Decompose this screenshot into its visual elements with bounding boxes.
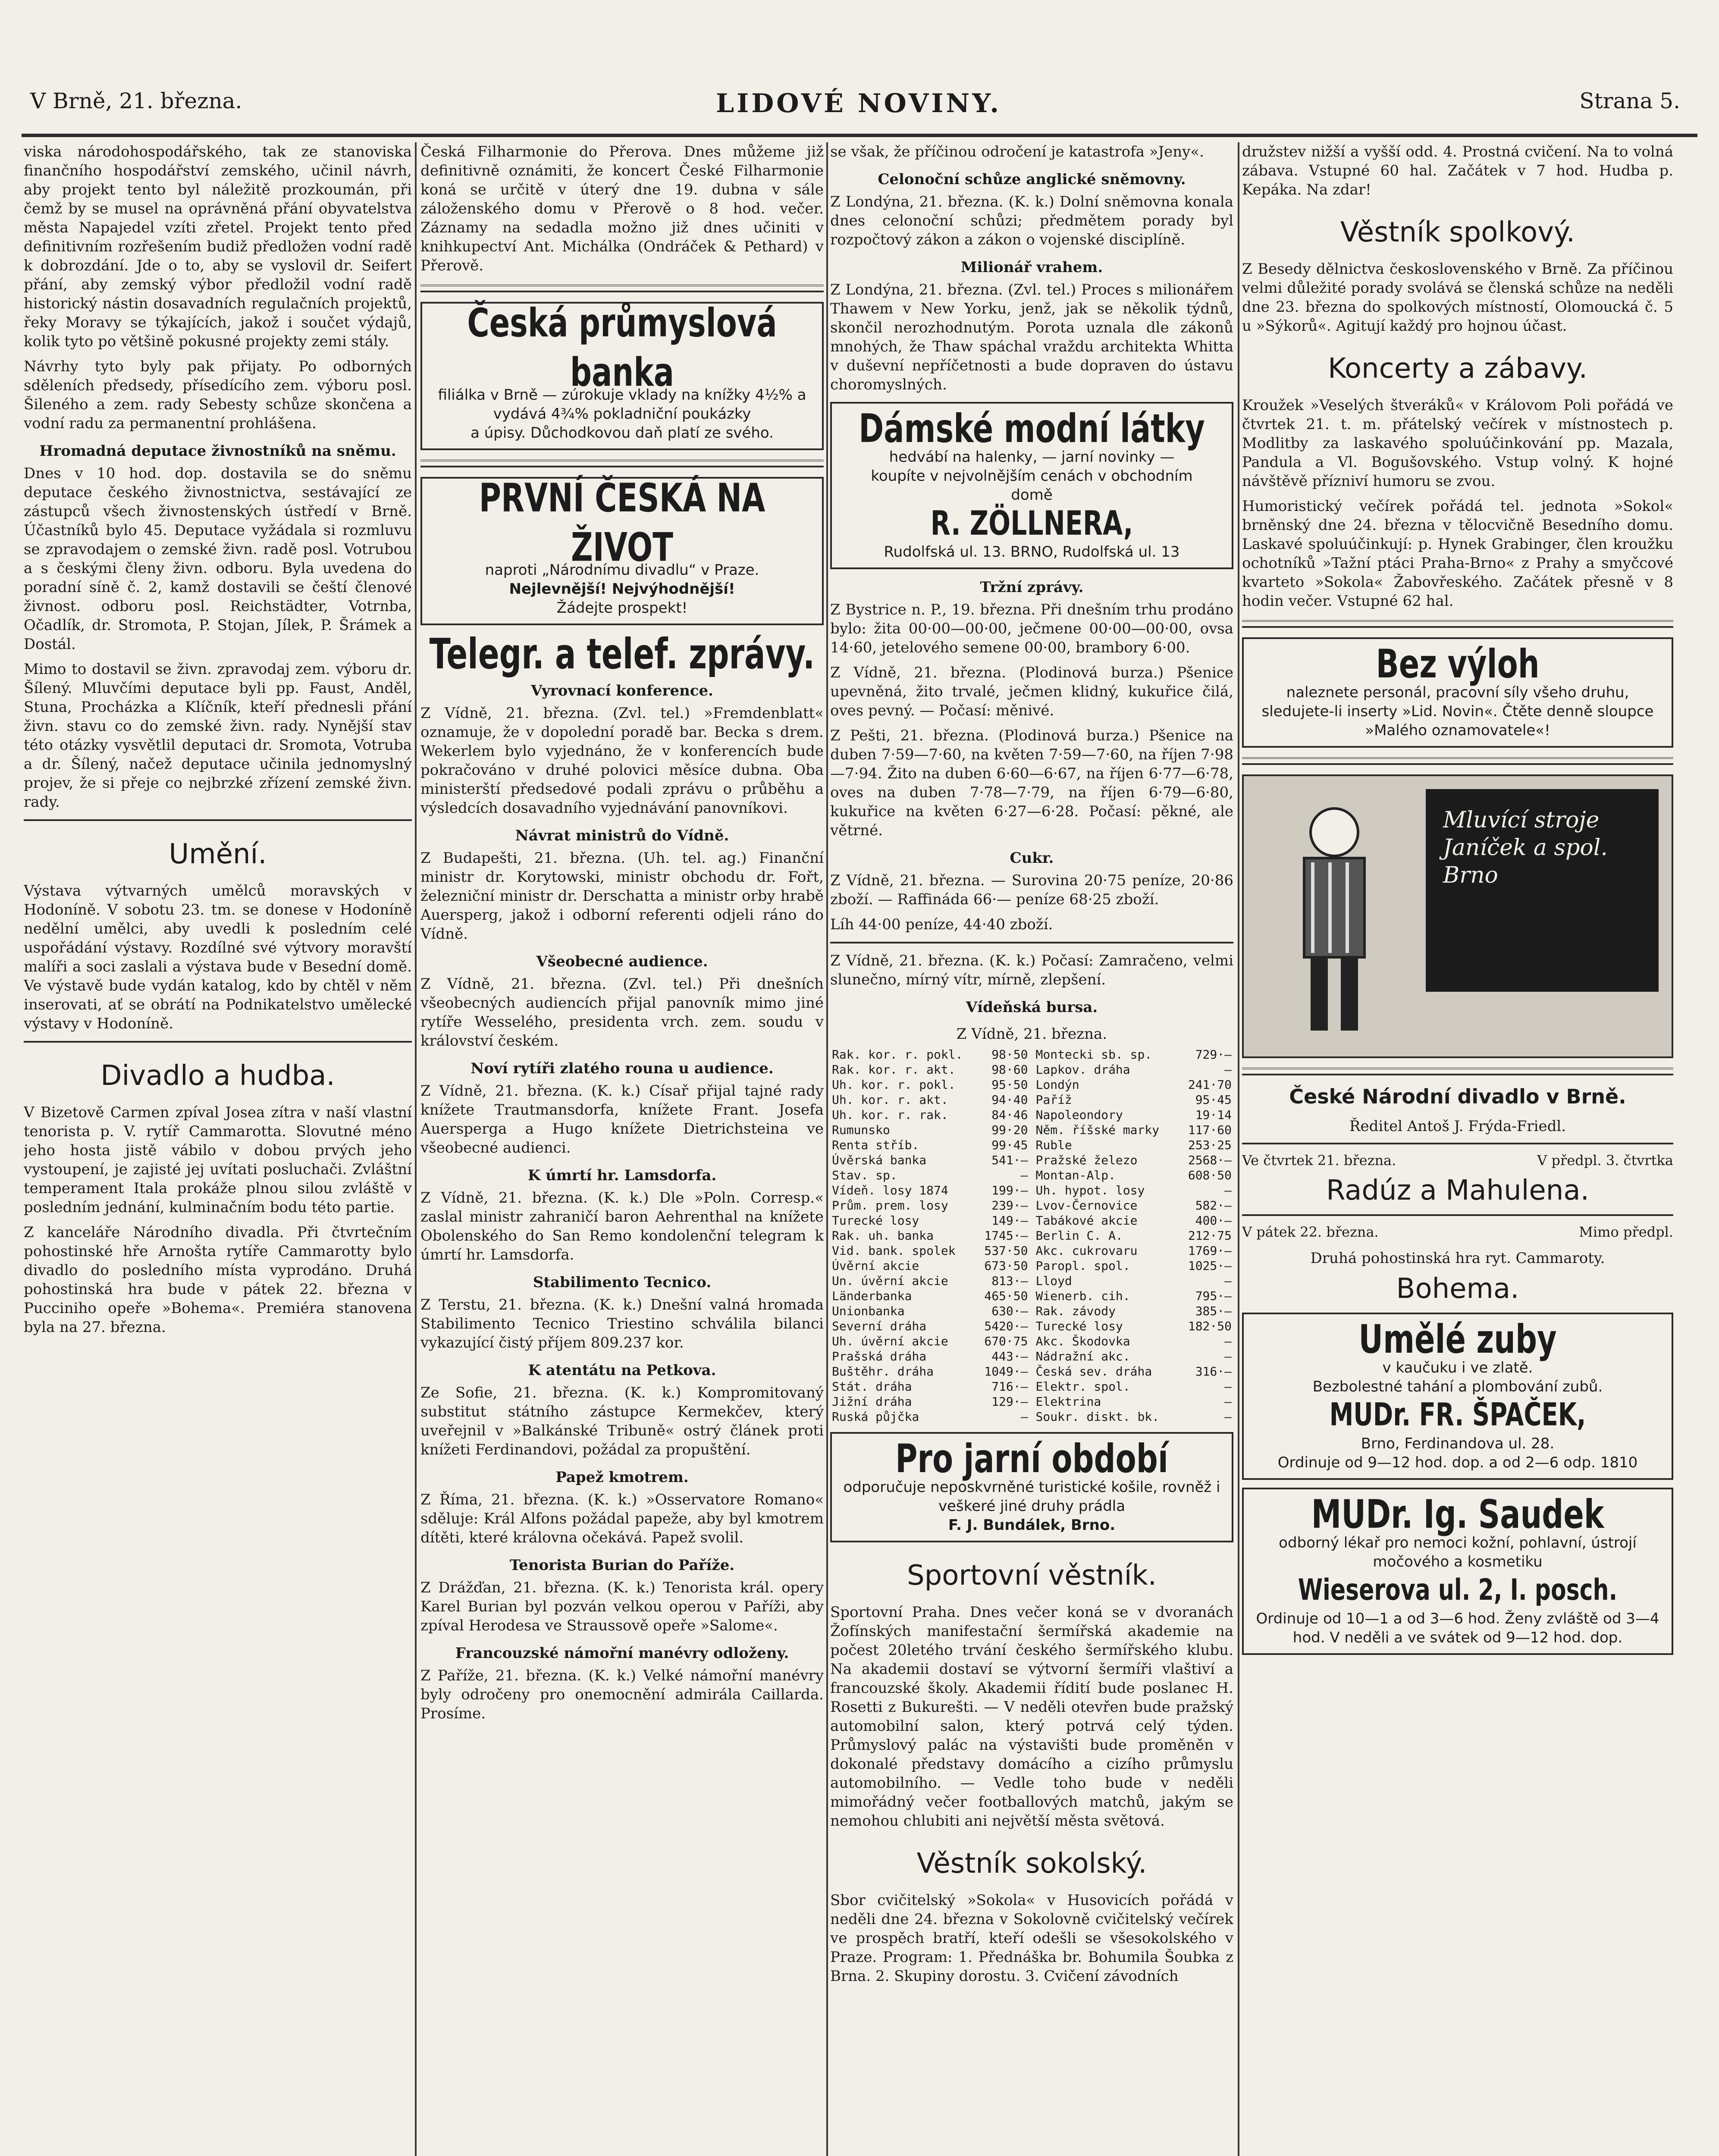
column-divider <box>826 142 828 2156</box>
article-paragraph: Mimo to dostavil se živn. zpravodaj zem. výboru dr. Šílený. Mluvčími deputace byli pp. Faust, Anděl, Stuna, Procházka a Klíčník, kteří přednesli přání živn. stavu co do zemské živn. rady. Nynější stav této otázky vysvětlil deputaci dr. Sromota, Votruba a dr. Šílený, načež deputace učinila jednomyslný projev, že si přeje co nejbrzké zřízení zemské živn. rady. <box>24 661 412 811</box>
bourse-price: 385·— <box>1195 1304 1232 1318</box>
bourse-row <box>830 1047 1030 1062</box>
bourse-row <box>1034 1213 1234 1228</box>
bourse-price: 795·— <box>1195 1289 1232 1303</box>
advert-bez-vyloh <box>1242 637 1673 748</box>
bourse-security: Rak. kor. r. akt. <box>832 1062 956 1077</box>
advert-chalkboard: Mluvící stroje Janíček a spol. Brno <box>1426 789 1659 992</box>
article-heading: Stabilimento Tecnico. <box>533 1274 712 1291</box>
bourse-row <box>830 1319 1030 1334</box>
bourse-security: Soukr. diskt. bk. <box>1035 1410 1160 1424</box>
article-paragraph: Z Vídně, 21. března. (Zvl. tel.) Při dnešních všeobecných audiencích přijal panovník mimo jiné rytíře Wesselého, presidenta vrch. zem. soudu v království českém. <box>420 975 824 1050</box>
bourse-row <box>1034 1288 1234 1304</box>
bourse-security: Akc. cukrovaru <box>1035 1244 1138 1258</box>
bourse-security: Unionbanka <box>832 1304 905 1318</box>
masthead-page-number: Strana 5. <box>1579 88 1680 113</box>
bourse-price: 673·50 <box>984 1259 1028 1273</box>
bourse-price: 1025·— <box>1188 1259 1232 1273</box>
column-1 <box>24 142 412 2156</box>
bourse-row <box>1034 1304 1234 1319</box>
bourse-price: — <box>1224 1349 1232 1363</box>
bourse-security: Prašská dráha <box>832 1349 927 1363</box>
bourse-row <box>830 1153 1030 1168</box>
advert-name: MUDr. FR. ŠPAČEK, <box>1329 1397 1586 1433</box>
bourse-security: Uh. hypot. losy <box>1035 1183 1145 1197</box>
bourse-row <box>830 1122 1030 1138</box>
article-paragraph: Z Bystrice n. P., 19. března. Při dnešním trhu prodáno bylo: žita 00·00—00·00, ječmene 00·00—00·00, ovsa 14·60, jetelového semene 00·00, brambory 6·00. <box>830 601 1233 656</box>
bourse-row <box>1034 1349 1234 1364</box>
advert-title: PRVNÍ ČESKÁ NA ŽIVOT <box>479 475 765 570</box>
advert-address: Rudolfská ul. 13. BRNO, Rudolfská ul. 13 <box>884 543 1180 561</box>
bourse-row <box>830 1092 1030 1107</box>
article-heading: Tenorista Burian do Paříže. <box>509 1557 735 1574</box>
article-heading: Vídeňská bursa. <box>966 999 1098 1016</box>
bourse-security: Renta stříb. <box>832 1138 919 1152</box>
bourse-row <box>830 1062 1030 1077</box>
article-paragraph: Z Besedy dělnictva československého v Brně. Za příčinou velmi důležité porady svolává se členská schůze na neděli dne 23. března do spolkových místností, Olomoucká č. 5 u »Sýkorů«. Agitují každý pro hojnou účast. <box>1242 260 1673 335</box>
article-heading: Tržní zprávy. <box>980 579 1084 596</box>
bourse-price: — <box>1224 1379 1232 1394</box>
bourse-price: 239·— <box>991 1198 1028 1213</box>
masthead-title: LIDOVÉ NOVINY. <box>716 88 1002 119</box>
article-heading: Hromadná deputace živnostníků na sněmu. <box>39 442 396 460</box>
advert-address: Brno, Ferdinandova ul. 28. <box>1361 1435 1555 1452</box>
bourse-security: Rak. uh. banka <box>832 1228 934 1243</box>
bourse-row <box>1034 1409 1234 1424</box>
bourse-price: — <box>1224 1183 1232 1197</box>
bourse-row <box>1034 1122 1234 1138</box>
theatre-title: České Národní divadlo v Brně. <box>1289 1085 1626 1108</box>
bourse-price: — <box>1020 1168 1028 1182</box>
advert-text: v kaučuku i ve zlatě. <box>1382 1359 1533 1376</box>
article-paragraph: Z Pešti, 21. března. (Plodinová burza.) Pšenice na duben 7·59—7·60, na květen 7·59—7·60, na říjen 7·98—7·94. Žito na duben 6·60—6·67, na říjen 6·77—6·78, oves na duben 7·78—7·79, na říjen 6·79—6·80, kukuřice na květen 6·27—6·28. Počasí: pěkné, ale větrné. <box>830 727 1233 839</box>
section-heading-societies: Věstník spolkový. <box>1340 216 1575 248</box>
advert-text: hedvábí na halenky, — jarní novinky — <box>889 448 1175 466</box>
article-heading: K atentátu na Petkova. <box>528 1362 716 1379</box>
advert-address: Wieserova ul. 2, I. posch. <box>1298 1573 1618 1607</box>
bourse-row <box>830 1334 1030 1349</box>
listing-note: Druhá pohostinská hra ryt. Cammaroty. <box>1310 1250 1605 1267</box>
bourse-security: Lloyd <box>1035 1274 1072 1288</box>
bourse-security: Rak. závody <box>1035 1304 1116 1318</box>
bourse-date: Z Vídně, 21. března. <box>956 1025 1107 1043</box>
bourse-price: 716·— <box>991 1379 1028 1394</box>
listing-info: V předpl. 3. čtvrtka <box>1537 1152 1673 1169</box>
bourse-security: Londýn <box>1035 1078 1079 1092</box>
article-paragraph: Z Terstu, 21. března. (K. k.) Dnešní valná hromada Stabilimento Tecnico Triestino schválila bilanci vykazující čistý příjem 809.237 kor. <box>420 1296 824 1351</box>
article-paragraph: Návrhy tyto byly pak přijaty. Po odborných sděleních předsedy, přísedícího zem. výboru posl. Šileného a zem. rady Sebesty schůze skončena a vodní radu za permanentní prohlášena. <box>24 358 412 432</box>
divider <box>830 942 1233 943</box>
bourse-price: 99·45 <box>991 1138 1028 1152</box>
bourse-price: 316·— <box>1195 1364 1232 1379</box>
bourse-security: Ruská půjčka <box>832 1410 919 1424</box>
divider <box>1242 1214 1673 1216</box>
advert-ceska-prumyslova-banka <box>420 302 824 450</box>
article-paragraph: V Bizetově Carmen zpíval Josea zítra v naší vlastní tenorista p. V. rytíř Cammarotta. Slovutné méno jeho hosta jistě vábilo v dobou prvých jeho vystoupení, je zajisté jej uvítati posluchači. Zvláštní temperament Itala prokáže plnou silou zvláště v posledním jednání, kulminačním bodu této partie. <box>24 1104 412 1216</box>
article-paragraph: Z Vídně, 21. března. (Zvl. tel.) »Fremdenblatt« oznamuje, že v dopolední poradě bar. Becka s drem. Wekerlem bylo vyjednáno, že v konferencích bude pokračováno v druhé polovici měsíce dubna. Oba ministerští předsedové podali zprávu o průběhu a výsledcích dosavadního vyjednávání panovníkovi. <box>420 705 824 817</box>
bourse-row <box>1034 1153 1234 1168</box>
bourse-price: — <box>1224 1395 1232 1409</box>
listing-day: V pátek 22. března. <box>1242 1224 1379 1240</box>
column-divider <box>1238 142 1239 2156</box>
bourse-row <box>830 1379 1030 1394</box>
bourse-row <box>1034 1319 1234 1334</box>
bourse-security: Paropl. spol. <box>1035 1259 1130 1273</box>
bourse-security: Česká sev. dráha <box>1035 1364 1152 1379</box>
section-heading-sokol: Věstník sokolský. <box>916 1848 1147 1880</box>
bourse-security: Länderbanka <box>832 1289 912 1303</box>
advert-title: Česká průmyslová banka <box>467 300 777 395</box>
boy-figure-icon <box>1270 802 1399 1044</box>
article-paragraph: Výstava výtvarných umělců moravských v Hodoníně. V sobotu 23. tm. se donese v Hodoníně nedělní umělci, aby uvedli k posledním celé uspořádání výstavy. Rozdílné své výtvory moravští malíři a soci zaslali a výstava bude v Besední domě. Ve výstavě bude vydán katalog, kdo by chtěl v něm inserovati, ať se obrátí na Podnikatelstvo umělecké výstavy v Hodoníně. <box>24 882 412 1032</box>
article-paragraph: Líh 44·00 peníze, 44·40 zboží. <box>830 916 1053 933</box>
bourse-row <box>1034 1243 1234 1258</box>
bourse-row <box>830 1258 1030 1273</box>
section-heading-arts: Umění. <box>169 838 267 870</box>
article-heading: Celonoční schůze anglické sněmovny. <box>878 171 1186 188</box>
advert-text: Žádejte prospekt! <box>556 599 688 617</box>
article-paragraph: Z Londýna, 21. března. (K. k.) Dolní sněmovna konala dnes celonoční schůzi; předmětem porady byl rozpočtový zákon a zákon o vojenské disciplíně. <box>830 193 1233 248</box>
bourse-price: 98·60 <box>991 1062 1028 1077</box>
bourse-security: Úvěrská banka <box>832 1153 927 1167</box>
bourse-row <box>1034 1138 1234 1153</box>
bourse-row <box>830 1243 1030 1258</box>
ornamental-rule <box>420 285 824 292</box>
column-3 <box>830 142 1233 2156</box>
bourse-row <box>830 1213 1030 1228</box>
bourse-row <box>830 1228 1030 1243</box>
article-heading: Francouzské námořní manévry odloženy. <box>455 1645 789 1662</box>
ornamental-rule <box>1242 620 1673 628</box>
advert-title: Pro jarní období <box>895 1435 1168 1482</box>
bourse-price: 98·50 <box>991 1047 1028 1062</box>
bourse-price: — <box>1224 1274 1232 1288</box>
article-paragraph: Z Říma, 21. března. (K. k.) »Osservatore Romano« sděluje: Král Alfons požádal papeže, aby byl kmotrem dítěti, které královna očekává. Papež svolil. <box>420 1491 824 1546</box>
bourse-price: — <box>1224 1410 1232 1424</box>
bourse-row <box>830 1349 1030 1364</box>
advert-text: naproti „Národnímu divadlu“ v Praze. <box>485 561 759 579</box>
divider <box>24 1041 412 1043</box>
bourse-security: Elektr. spol. <box>1035 1379 1130 1394</box>
article-paragraph: viska národohospodářského, tak ze stanoviska finančního hospodářství zemského, učinil návrh, aby projekt tento byl náležitě prozkoumán, při čemž by se musel na oprávněná přání obyvatelstva města Napajedel vzíti zřetel. Projekt tento před definitivním rozřešením budiž předložen vodní radě k dobrozdání. Jde o to, aby se vyslovil dr. Seifert přání, aby zemský výbor předložil vodní radě historický nástin dosavadních regulačních projektů, řeky Moravy se týkajících, jakož i součet výdajů, kolik tyto po většině pokusné projekty zemi stály. <box>24 143 412 350</box>
advert-title: Umělé zuby <box>1358 1316 1557 1363</box>
section-heading-concerts: Koncerty a zábavy. <box>1328 353 1587 385</box>
bourse-security: Uh. kor. r. rak. <box>832 1108 948 1122</box>
advert-text: odborný lékař pro nemoci kožní, pohlavní, ústrojí močového a kosmetiku <box>1279 1534 1637 1570</box>
bourse-price: 582·— <box>1195 1198 1232 1213</box>
bourse-price: 670·75 <box>984 1334 1028 1348</box>
bourse-row <box>1034 1198 1234 1213</box>
bourse-security: Něm. říšské marky <box>1035 1123 1160 1137</box>
bourse-security: Akc. Škodovka <box>1035 1334 1130 1348</box>
bourse-table <box>830 1047 1233 1424</box>
bourse-row <box>830 1107 1030 1122</box>
column-divider <box>415 142 417 2156</box>
bourse-price: 630·— <box>991 1304 1028 1318</box>
advert-illustration-talking-machines <box>1242 774 1673 1058</box>
article-paragraph: se však, že příčinou odročení je katastrofa »Jeny«. <box>830 143 1204 160</box>
bourse-price: 241·70 <box>1188 1078 1232 1092</box>
masthead-date: V Brně, 21. března. <box>30 88 242 113</box>
advert-slogan: Nejlevnější! Nejvýhodnější! <box>509 580 735 598</box>
bourse-security: Buštěhr. dráha <box>832 1364 934 1379</box>
bourse-security: Severní dráha <box>832 1319 927 1333</box>
article-paragraph: Sportovní Praha. Dnes večer koná se v dvoranách Žofínských manifestační šermířská akademie na počest 20letého trvání českého šermířského klubu. Na akademii dostaví se výtvorní šermíři vlaštiví a francouzské školy. Akademii řídití bude poslanec H. Rosetti z Bukurešti. — V neděli otevřen bude pražský automobilní salon, který potrvá celý týden. Průmyslový palác na výstavišti bude proměněn v dokonalé představy domácího a cizího průmyslu automobilního. — Vedle toho bude v neděli mimořádný večer footballových matchů, jakým se nemohou chlubiti ani největší města světová. <box>830 1604 1233 1830</box>
bourse-table-right <box>1034 1047 1234 1424</box>
bourse-security: Stav. sp. <box>832 1168 897 1182</box>
bourse-price: 253·25 <box>1188 1138 1232 1152</box>
bourse-price: 537·50 <box>984 1244 1028 1258</box>
advert-prvni-ceska <box>420 477 824 625</box>
article-heading: Milionář vrahem. <box>960 259 1103 276</box>
listing-play: Bohema. <box>1396 1273 1519 1305</box>
bourse-price: 465·50 <box>984 1289 1028 1303</box>
bourse-row <box>830 1394 1030 1409</box>
bourse-security: Turecké losy <box>832 1213 919 1228</box>
bourse-row <box>1034 1258 1234 1273</box>
article-paragraph: Z Paříže, 21. března. (K. k.) Velké námořní manévry byly odročeny pro onemocnění admirála Caillarda. Prosíme. <box>420 1667 824 1722</box>
bourse-security: Vid. bank. spolek <box>832 1244 956 1258</box>
bourse-price: 1769·— <box>1188 1244 1232 1258</box>
theatre-listing <box>1242 1152 1673 1169</box>
listing-info: Mimo předpl. <box>1579 1224 1673 1240</box>
advert-hours: Ordinuje od 9—12 hod. dop. a od 2—6 odp. 1810 <box>1277 1454 1638 1471</box>
bourse-security: Lapkov. dráha <box>1035 1062 1130 1077</box>
bourse-security: Uh. úvěrní akcie <box>832 1334 948 1348</box>
advert-bundalek <box>830 1432 1233 1542</box>
ornamental-rule <box>420 460 824 467</box>
bourse-security: Lvov-Černovice <box>1035 1198 1138 1213</box>
bourse-security: Ruble <box>1035 1138 1072 1152</box>
bourse-price: — <box>1224 1062 1232 1077</box>
bourse-security: Un. úvěrní akcie <box>832 1274 948 1288</box>
bourse-row <box>830 1168 1030 1183</box>
article-paragraph: Kroužek »Veselých štveráků« v Královom Poli pořádá ve čtvrtek 21. t. m. přátelský večírek v místnostech p. Modlitby za laskavého spoluúčinkování pp. Mazala, Pandula a Vl. Bogušovského. Vstup volný. K hojné návštěvě přízniví humoru se zvou. <box>1242 397 1673 490</box>
bourse-row <box>830 1288 1030 1304</box>
bourse-price: 729·— <box>1195 1047 1232 1062</box>
article-paragraph: družstev nižší a vyšší odd. 4. Prostná cvičení. Na to volná zábava. Vstupné 60 hal. Začátek v 7 hod. Hudba p. Kepáka. Na zdar! <box>1242 143 1673 198</box>
listing-day: Ve čtvrtek 21. března. <box>1242 1152 1396 1169</box>
bourse-row <box>1034 1168 1234 1183</box>
bourse-security: Rak. kor. r. pokl. <box>832 1047 963 1062</box>
advert-hours: Ordinuje od 10—1 a od 3—6 hod. Ženy zvláště od 3—4 hod. V neděli a ve svátek od 9—12 hod. dop. <box>1256 1610 1659 1646</box>
bourse-row <box>1034 1047 1234 1062</box>
bourse-price: — <box>1020 1410 1028 1424</box>
bourse-row <box>1034 1092 1234 1107</box>
bourse-security: Montan-Alp. <box>1035 1168 1116 1182</box>
advert-spacek <box>1242 1313 1673 1480</box>
bourse-row <box>1034 1364 1234 1379</box>
bourse-security: Úvěrní akcie <box>832 1259 919 1273</box>
bourse-row <box>1034 1062 1234 1077</box>
bourse-price: 117·60 <box>1188 1123 1232 1137</box>
advert-name: F. J. Bundálek, Brno. <box>948 1517 1116 1534</box>
advert-title: Bez výloh <box>1376 641 1540 687</box>
bourse-security: Uh. kor. r. pokl. <box>832 1078 956 1092</box>
article-heading: K úmrtí hr. Lamsdorfa. <box>527 1167 717 1184</box>
bourse-row <box>1034 1107 1234 1122</box>
bourse-table-left <box>830 1047 1030 1424</box>
article-heading: Cukr. <box>1010 849 1054 867</box>
divider <box>24 819 412 821</box>
theatre-director: Ředitel Antoš J. Frýda-Friedl. <box>1349 1118 1566 1135</box>
bourse-row <box>1034 1077 1234 1092</box>
bourse-price: 400·— <box>1195 1213 1232 1228</box>
bourse-security: Vídeň. losy 1874 <box>832 1183 948 1197</box>
advert-text: odporučuje neposkvrněné turistické košile, rovněž i <box>843 1479 1220 1496</box>
advert-title: Dámské modní látky <box>859 405 1205 452</box>
bourse-price: 1745·— <box>984 1228 1028 1243</box>
bourse-price: 5420·— <box>984 1319 1028 1333</box>
bourse-price: 149·— <box>991 1213 1028 1228</box>
bourse-row <box>1034 1183 1234 1198</box>
article-paragraph: Z Vídně, 21. března. (K. k.) Dle »Poln. Corresp.« zaslal ministr zahraničí baron Aehrenthal na knížete Obolenského do San Remo kondolenční telegram k úmrtí hr. Lamsdorfa. <box>420 1189 824 1263</box>
advert-title: MUDr. Ig. Saudek <box>1311 1491 1604 1538</box>
bourse-price: 129·— <box>991 1395 1028 1409</box>
bourse-security: Rumunsko <box>832 1123 890 1137</box>
bourse-price: 541·— <box>991 1153 1028 1167</box>
bourse-price: 19·14 <box>1195 1108 1232 1122</box>
bourse-price: 2568·— <box>1188 1153 1232 1167</box>
bourse-price: 199·— <box>991 1183 1028 1197</box>
bourse-price: 84·46 <box>991 1108 1028 1122</box>
bourse-price: 443·— <box>991 1349 1028 1363</box>
bourse-security: Berlin C. A. <box>1035 1228 1123 1243</box>
bourse-row <box>830 1409 1030 1424</box>
article-paragraph: Z Budapešti, 21. března. (Uh. tel. ag.) Finanční ministr dr. Korytowski, ministr obchodu dr. Fořt, železniční ministr dr. Derschatta a ministr orby hrabě Auersperg, jakož i odborní referenti odjeli ráno do Vídně. <box>420 849 824 943</box>
advert-text: veškeré jiné druhy prádla <box>938 1498 1126 1515</box>
bourse-price: 608·50 <box>1188 1168 1232 1182</box>
bourse-row <box>830 1364 1030 1379</box>
bourse-security: Elektrina <box>1035 1395 1101 1409</box>
bourse-row <box>1034 1379 1234 1394</box>
column-2 <box>420 142 824 2156</box>
bourse-security: Montecki sb. sp. <box>1035 1047 1152 1062</box>
article-heading: Noví rytíři zlatého rouna u audience. <box>471 1060 774 1077</box>
advert-zollner <box>830 402 1233 569</box>
article-paragraph: Z kanceláře Národního divadla. Při čtvrtečním pohostinské hře Arnošta rytíře Cammarotty bylo divadlo do posledního místa vyprodáno. Druhá pohostinská hra bude v pátek 22. března v Pucciniho opeře »Bohema«. Premiéra stanovena byla na 27. března. <box>24 1224 412 1336</box>
bourse-row <box>830 1138 1030 1153</box>
bourse-price: 212·75 <box>1188 1228 1232 1243</box>
bourse-security: Tabákové akcie <box>1035 1213 1138 1228</box>
divider <box>1242 1143 1673 1144</box>
section-heading-theatre: Divadlo a hudba. <box>100 1060 335 1092</box>
bourse-row <box>830 1304 1030 1319</box>
bourse-security: Wienerb. cih. <box>1035 1289 1130 1303</box>
advert-text: domě <box>1011 486 1053 504</box>
ornamental-rule <box>1242 757 1673 765</box>
article-paragraph: Dnes v 10 hod. dop. dostavila se do sněmu deputace českého živnostnictva, sestávající ze zástupců všech živnostenských ústředí v Brně. Účastníků bylo 45. Deputace vyžádala si rozmluvu se zpravodajem o zemské živn. radě posl. Votrubou a s českými členy živn. odboru. Byla uvedena do poradní síně č. 2, kamž dostavili se čeští členové živnost. odboru posl. Reichstädter, Votrnba, Očadlík, dr. Stromota, P. Stojan, Jílek, P. Šrámek a Dostál. <box>24 465 412 653</box>
bourse-price: 813·— <box>991 1274 1028 1288</box>
article-heading: Všeobecné audience. <box>536 953 708 970</box>
bourse-security: Jižní dráha <box>832 1395 912 1409</box>
bourse-security: Nádražní akc. <box>1035 1349 1130 1363</box>
bourse-row <box>1034 1273 1234 1288</box>
advert-saudek <box>1242 1488 1673 1655</box>
bourse-security: Paříž <box>1035 1093 1072 1107</box>
bourse-row <box>1034 1228 1234 1243</box>
article-paragraph: Z Vídně, 21. března. (Plodinová burza.) Pšenice upevněná, žito trvalé, ječmen klidný, kukuřice čilá, oves pevný. — Počasí: měnivé. <box>830 664 1233 719</box>
bourse-price: — <box>1224 1334 1232 1348</box>
bourse-row <box>830 1273 1030 1288</box>
bourse-security: Turecké losy <box>1035 1319 1123 1333</box>
article-heading: Papež kmotrem. <box>555 1469 689 1486</box>
article-paragraph: Ze Sofie, 21. března. (K. k.) Kompromitovaný substitut státního zástupce Kermekčev, který uveřejnil v »Balkánské Tribuně« ostrý článek proti knížeti Ferdinandovi, požádal za propuštění. <box>420 1384 824 1458</box>
section-heading-sport: Sportovní věstník. <box>907 1560 1157 1592</box>
bourse-row <box>830 1183 1030 1198</box>
article-paragraph: Z Vídně, 21. března. — Surovina 20·75 peníze, 20·86 zboží. — Raffináda 66·— peníze 68·25 zboží. <box>830 872 1233 908</box>
advert-text: filiálka v Brně — zúrokuje vklady na knížky 4½% a vydává 4¾% pokladniční poukázky <box>438 386 806 423</box>
advert-text: Bezbolestné tahání a plombování zubů. <box>1312 1378 1603 1395</box>
article-paragraph: Z Londýna, 21. března. (Zvl. tel.) Proces s milionářem Thawem v New Yorku, jenž, jak se několik týdnů, skončil nerozhodnutým. Porota uznala dle zákonů mnohých, že Thaw spáchal vraždu architekta Whitta v duševní nepříčetnosti a bude dopraven do ústavu choromyslných. <box>830 281 1233 393</box>
bourse-row <box>1034 1334 1234 1349</box>
listing-play: Radúz a Mahulena. <box>1326 1175 1589 1206</box>
bourse-security: Pražské železo <box>1035 1153 1138 1167</box>
article-paragraph: Z Drážďan, 21. března. (K. k.) Tenorista král. opery Karel Burian byl pozván velkou operou v Paříži, aby zpíval Herodesa ve Straussově opeře »Salome«. <box>420 1579 824 1634</box>
advert-text: naleznete personál, pracovní síly všeho druhu, sledujete-li inserty »Lid. Novin«. Čtěte denně sloupce »Malého oznamovatele«! <box>1261 684 1654 739</box>
bourse-security: Uh. kor. r. akt. <box>832 1093 948 1107</box>
article-paragraph: Z Vídně, 21. března. (K. k.) Císař přijal tajné rady knížete Trautmansdorfa, knížete Frant. Josefa Auersperga a Hugo knížete Dietrichsteina ve všeobecné audienci. <box>420 1082 824 1156</box>
bourse-row <box>830 1198 1030 1213</box>
article-heading: Vyrovnací konference. <box>531 682 713 699</box>
bourse-row <box>830 1077 1030 1092</box>
advert-name: R. ZÖLLNERA, <box>930 504 1133 543</box>
bourse-price: 95·50 <box>991 1078 1028 1092</box>
article-paragraph: Z Vídně, 21. března. (K. k.) Počasí: Zamračeno, velmi slunečno, mírný vítr, mírně, zlepšení. <box>830 952 1233 988</box>
article-heading: Návrat ministrů do Vídně. <box>515 827 729 844</box>
advert-text: a úpisy. Důchodkovou daň platí ze svého. <box>471 424 774 442</box>
advert-text: koupíte v nejvolnějším cenách v obchodním <box>871 467 1193 485</box>
bourse-security: Prům. prem. losy <box>832 1198 948 1213</box>
article-paragraph: Humoristický večírek pořádá tel. jednota »Sokol« brněnský dne 24. března v tělocvičně Besedního domu. Laskavé spoluúčinkují: p. Hynek Grabinger, člen kroužku ochotníků »Tažní ptáci Praha-Brno« z Prahy a smyčcové kvarteto »Sokola« Žabovřeského. Začátek přesně v 8 hodin večer. Vstupné 62 hal. <box>1242 498 1673 610</box>
bourse-price: 1049·— <box>984 1364 1028 1379</box>
bourse-price: 94·40 <box>991 1093 1028 1107</box>
ornamental-rule <box>1242 1068 1673 1075</box>
bourse-price: 99·20 <box>991 1123 1028 1137</box>
bourse-price: 95·45 <box>1195 1093 1232 1107</box>
bourse-price: 182·50 <box>1188 1319 1232 1333</box>
article-paragraph: Sbor cvičitelský »Sokola« v Husovicích pořádá v neděli dne 24. března v Sokolovně cvičitelský večírek ve prospěch bratří, kteří odešli se všesokolského v Praze. Program: 1. Přednáška br. Bohumila Šoubka z Brna. 2. Skupiny dorostu. 3. Cvičení závodních <box>830 1892 1233 1985</box>
bourse-security: Stát. dráha <box>832 1379 912 1394</box>
article-paragraph: Česká Filharmonie do Přerova. Dnes můžeme již definitivně oznámiti, že koncert České Filharmonie koná se určitě v úterý dne 19. dubna v sále záloženského domu v Přerově o 8 hod. večer. Záznamy na sedadla možno již dnes učiniti v knihkupectví Ant. Michálka (Ondráček & Pethard) v Přerově. <box>420 143 824 274</box>
bourse-row <box>1034 1394 1234 1409</box>
masthead-rule <box>22 134 1697 137</box>
column-4 <box>1242 142 1673 2156</box>
section-heading-telegrams: Telegr. a telef. zprávy. <box>429 629 815 678</box>
bourse-security: Napoleondory <box>1035 1108 1123 1122</box>
theatre-listing <box>1242 1224 1673 1240</box>
